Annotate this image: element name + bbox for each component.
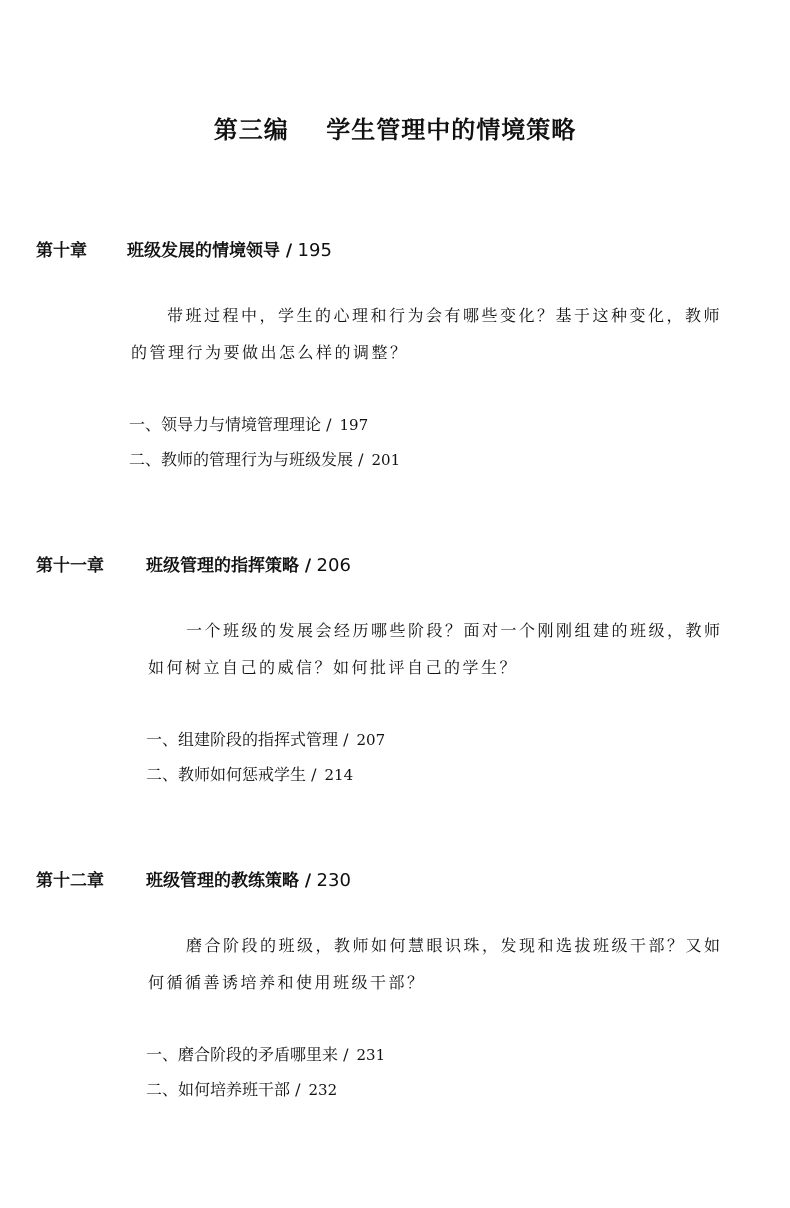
intro-line: 的管理行为要做出怎么样的调整？ xyxy=(131,343,409,362)
chapter-title: 班级发展的情境领导 / xyxy=(127,241,293,261)
chapter-page: 230 xyxy=(316,870,351,891)
chapter-number: 第十一章 xyxy=(36,556,104,576)
section-label: 二、教师如何惩戒学生 / xyxy=(146,765,317,784)
intro-line: 磨合阶段的班级，教师如何慧眼识珠，发现和选拔班级干部？又如 xyxy=(186,936,723,955)
chapter-heading xyxy=(36,551,351,576)
intro-line: 如何树立自己的威信？如何批评自己的学生？ xyxy=(148,658,519,677)
intro-line: 何循循善诱培养和使用班级干部？ xyxy=(148,973,426,992)
section-page: 214 xyxy=(324,766,354,784)
chapter-title: 班级管理的教练策略 / xyxy=(146,871,312,891)
section-page: 231 xyxy=(356,1046,386,1064)
section-label: 一、领导力与情境管理理论 / xyxy=(129,415,332,434)
section-entry xyxy=(129,447,400,470)
intro-line: 一个班级的发展会经历哪些阶段？面对一个刚刚组建的班级，教师 xyxy=(186,621,723,640)
section-entry xyxy=(146,1042,385,1065)
part-title: 第三编 学生管理中的情境策略 xyxy=(213,116,577,144)
chapter-page: 195 xyxy=(297,240,332,261)
section-label: 一、磨合阶段的矛盾哪里来 / xyxy=(146,1045,349,1064)
chapter-page: 206 xyxy=(316,555,351,576)
section-entry xyxy=(146,727,385,750)
chapter-number: 第十章 xyxy=(36,241,87,261)
section-label: 一、组建阶段的指挥式管理 / xyxy=(146,730,349,749)
chapter-intro xyxy=(148,927,723,1001)
chapter-title: 班级管理的指挥策略 / xyxy=(146,556,312,576)
section-page: 201 xyxy=(371,451,401,469)
chapter-number: 第十二章 xyxy=(36,871,104,891)
chapter-intro xyxy=(131,297,722,371)
chapter-heading xyxy=(36,866,351,891)
section-entry xyxy=(146,762,353,785)
section-page: 207 xyxy=(356,731,386,749)
chapter-heading xyxy=(36,236,332,261)
section-label: 二、教师的管理行为与班级发展 / xyxy=(129,450,364,469)
section-page: 197 xyxy=(339,416,369,434)
chapter-intro xyxy=(148,612,723,686)
section-entry xyxy=(146,1077,337,1100)
intro-line: 带班过程中，学生的心理和行为会有哪些变化？基于这种变化，教师 xyxy=(167,306,723,325)
section-label: 二、如何培养班干部 / xyxy=(146,1080,301,1099)
section-entry xyxy=(129,412,368,435)
section-page: 232 xyxy=(308,1081,338,1099)
